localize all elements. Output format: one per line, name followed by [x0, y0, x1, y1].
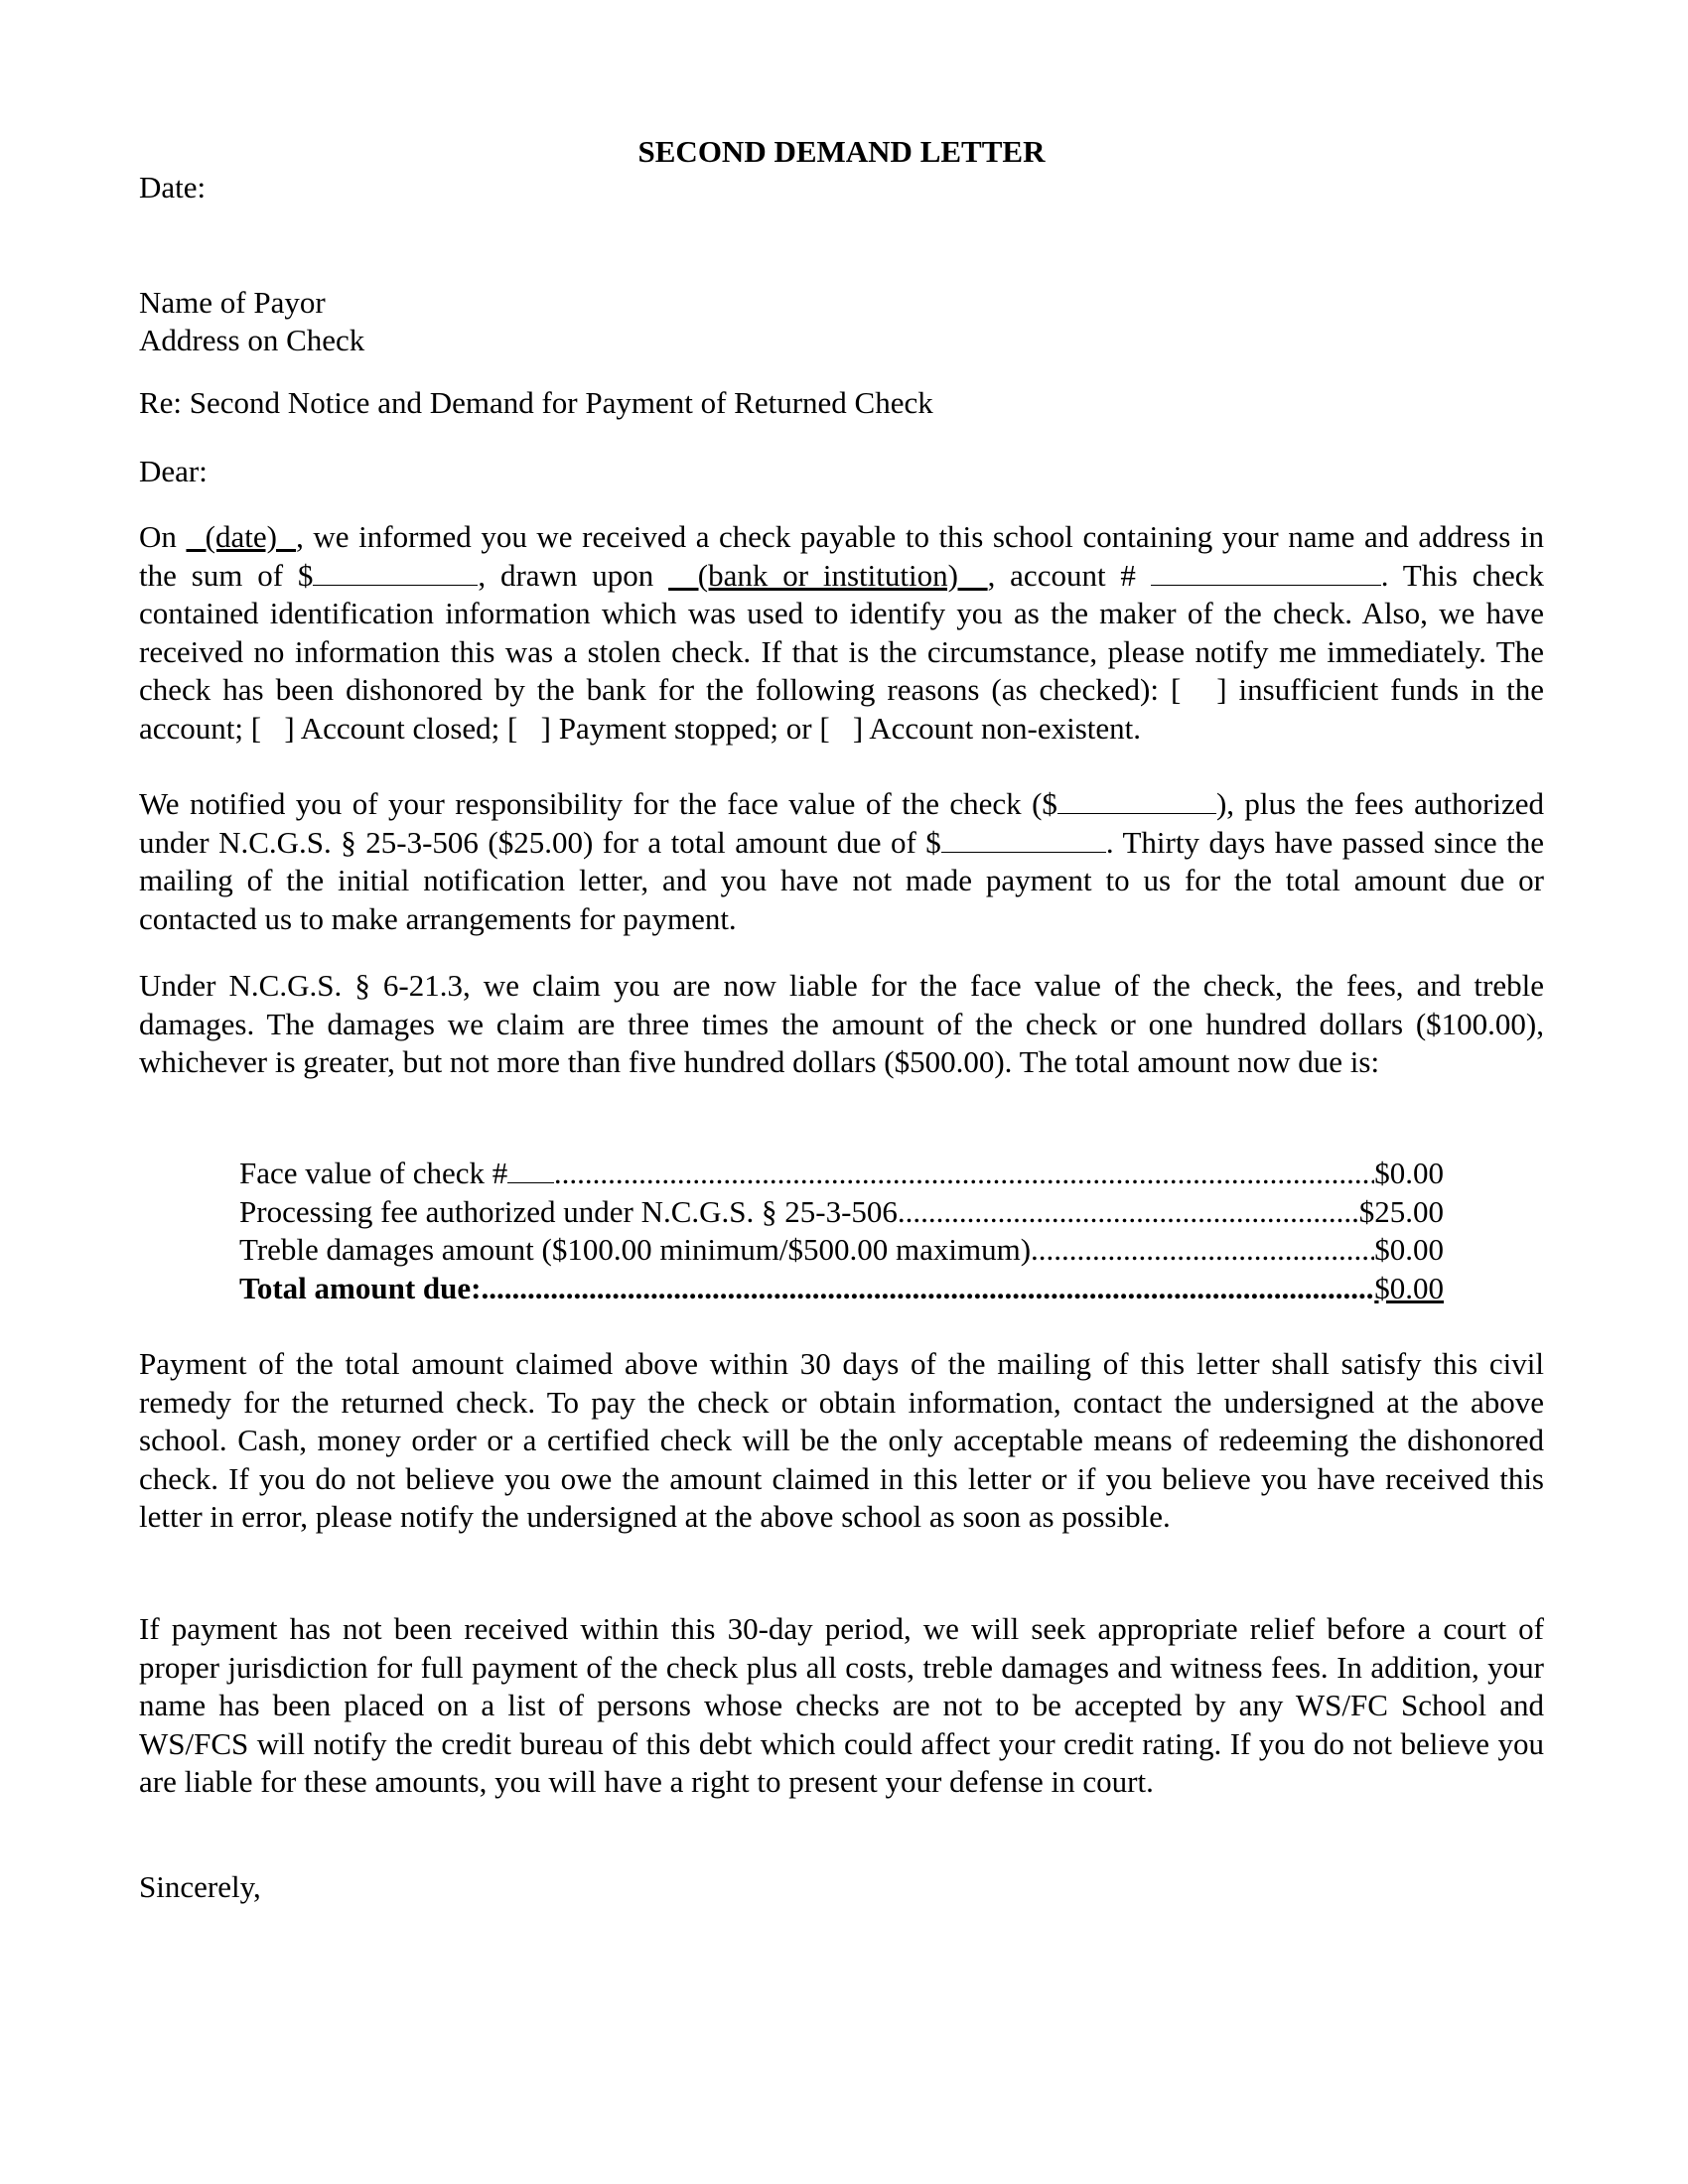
date-placeholder: (date)	[186, 519, 297, 554]
letter-title: SECOND DEMAND LETTER	[637, 134, 1046, 169]
checkbox-account-nonexistent: [ ]	[819, 710, 864, 746]
amount-row-treble-damages	[239, 1231, 1444, 1270]
paragraph-notice: On (date) , we informed you we received a check payable to this school containing your name and address in the sum of $ , drawn upon (bank or institution) , account # . This check contained identification information which was used to identify you as the maker of the check. Also, we have received no information this was a stolen check. If that is the circumstance, please notify me immediately. The check has been dishonored by the bank for the following reasons (as checked): [ ] insufficient funds in the account; [ ] Account closed; [ ] Payment stopped; or [ ] Account non-existent.	[139, 519, 1545, 746]
paragraph-payment-instructions: Payment of the total amount claimed above within 30 days of the mailing of this letter shall satisfy this civil remedy for the returned check. To pay the check or obtain information, contact the undersigned at the above school. Cash, money order or a certified check will be the only acceptable means of redeeming the dishonored check. If you do not believe you owe the amount claimed in this letter or if you believe you have received this letter in error, please notify the undersigned at the above school as soon as possible.	[139, 1346, 1544, 1534]
amount-row-total	[239, 1270, 1444, 1308]
amount-row-processing-fee	[239, 1193, 1444, 1232]
date-label: Date:	[139, 170, 207, 205]
face-value-blank	[1057, 786, 1216, 814]
payor-address: Address on Check	[139, 323, 365, 357]
checkbox-insufficient-funds: [ ]	[1170, 672, 1227, 707]
checkbox-payment-stopped: [ ]	[507, 710, 551, 746]
bank-placeholder: (bank or institution)	[668, 557, 988, 593]
checkbox-account-closed: [ ]	[250, 710, 295, 746]
re-line: Re: Second Notice and Demand for Payment of Returned Check	[139, 385, 933, 420]
check-sum-blank	[313, 558, 478, 586]
closing: Sincerely,	[139, 1869, 261, 1904]
amount-row-face-value	[239, 1155, 1444, 1193]
amount-label: Face value of check #	[239, 1156, 508, 1190]
amount-label: Processing fee authorized under N.C.G.S. § 25-3-506	[239, 1193, 898, 1229]
amounts-table	[239, 1155, 1444, 1307]
amount-label: Treble damages amount ($100.00 minimum/$500.00 maximum)	[239, 1232, 1032, 1267]
total-label: Total amount due:	[239, 1270, 482, 1305]
amount-value: $0.00	[1374, 1156, 1444, 1190]
amount-value: $25.00	[1358, 1193, 1444, 1229]
account-number-blank	[1151, 558, 1381, 586]
total-value: $0.00	[1374, 1270, 1444, 1305]
paragraph-responsibility: We notified you of your responsibility for the face value of the check ($ ), plus the fees authorized under N.C.G.S. § 25-3-506 ($25.00) for a total amount due of $ . Thirty days have passed since the mailing of the initial notification letter, and you have not made payment to us for the total amount due or contacted us to make arrangements for payment.	[139, 786, 1544, 936]
payor-name: Name of Payor	[139, 285, 326, 320]
salutation: Dear:	[139, 454, 208, 488]
check-number-blank	[507, 1156, 554, 1183]
amount-value: $0.00	[1374, 1232, 1444, 1267]
paragraph-treble-damages: Under N.C.G.S. § 6-21.3, we claim you are now liable for the face value of the check, the fees, and treble damages. The damages we claim are three times the amount of the check or one hundred dollars ($100.00), whichever is greater, but not more than five hundred dollars ($500.00). The total amount now due is:	[139, 968, 1544, 1079]
paragraph-legal-relief: If payment has not been received within this 30-day period, we will seek appropriate relief before a court of proper jurisdiction for full payment of the check plus all costs, treble damages and witness fees. In addition, your name has been placed on a list of persons whose checks are not to be accepted by any WS/FC School and WS/FCS will notify the credit bureau of this debt which could affect your credit rating. If you do not believe you are liable for these amounts, you will have a right to present your defense in court.	[139, 1611, 1544, 1799]
total-due-blank	[941, 825, 1106, 853]
